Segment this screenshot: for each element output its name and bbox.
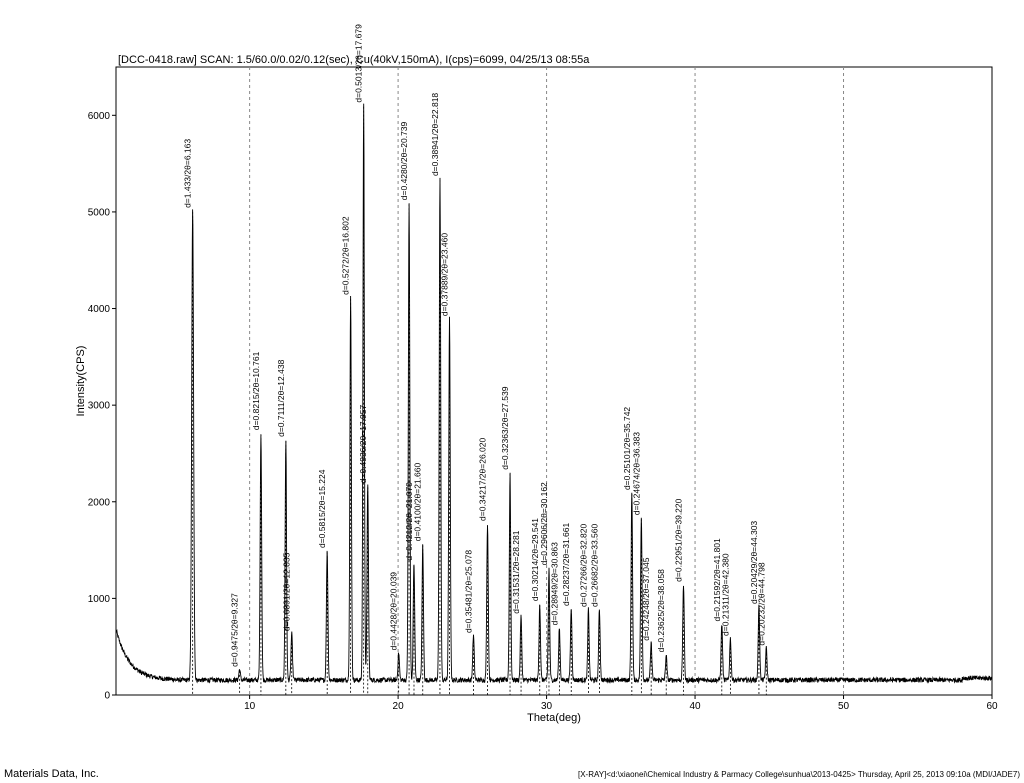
peak-label: d=0.5272/2θ=16.802 [340, 216, 351, 295]
peak-label: d=0.31531/2θ=28.281 [511, 530, 522, 614]
peak-label: d=0.21592/2θ=41.801 [711, 538, 722, 622]
x-axis-label: Theta(deg) [527, 712, 581, 724]
peak-label: d=0.8215/2θ=10.761 [250, 351, 261, 431]
chart-title: [DCC-0418.raw] SCAN: 1.5/60.0/0.02/0.12(sec), Cu(40kV,150mA), I(cps)=6099, 04/25/13 08:55a [118, 54, 590, 66]
x-tick-label: 30 [541, 701, 553, 712]
peak-label: d=0.4936/2θ=17.957 [357, 404, 368, 484]
peak-label: d=0.24674/2θ=36.383 [631, 431, 642, 516]
peak-label: d=0.30214/2θ=29.541 [529, 517, 540, 602]
peak-label: d=0.5013/2θ=17.679 [353, 24, 364, 103]
x-tick-label: 40 [689, 701, 701, 712]
peak-label: d=0.4428/2θ=20.039 [388, 571, 399, 651]
peak-label: d=0.35481/2θ=25.078 [463, 549, 474, 634]
peak-label: d=0.23625/2θ=38.058 [656, 569, 667, 653]
peak-label: d=0.29606/2θ=30.162 [538, 482, 549, 566]
y-tick-label: 3000 [87, 400, 110, 412]
y-tick-label: 0 [104, 690, 110, 702]
peak-label: d=0.24248/2θ=37.045 [641, 557, 652, 641]
peak-label: d=0.5815/2θ=15.224 [317, 469, 328, 549]
x-tick-label: 50 [837, 701, 850, 712]
peak-label: d=0.37889/2θ=23.460 [439, 232, 450, 317]
x-tick-label: 10 [244, 701, 256, 712]
peak-label: d=0.21311/2θ=42.380 [720, 553, 731, 636]
y-tick-label: 4000 [87, 304, 110, 316]
y-tick-layer [88, 111, 116, 702]
peak-label: d=0.25101/2θ=35.742 [621, 406, 632, 491]
peak-label: d=0.34217/2θ=26.020 [477, 437, 488, 521]
y-tick-label: 5000 [87, 207, 110, 219]
peak-label: d=0.4280/2θ=20.739 [399, 121, 410, 201]
peak-label: d=0.9475/2θ=9.327 [229, 593, 240, 667]
peak-label: d=0.7111/2θ=12.438 [275, 359, 286, 437]
peak-label: d=0.28237/2θ=31.661 [561, 522, 572, 606]
y-axis-label: Intensity(CPS) [75, 345, 87, 417]
peak-label: d=0.4100/2θ=21.660 [412, 462, 423, 542]
x-tick-label: 20 [392, 701, 404, 712]
peak-label: d=1.433/2θ=6.163 [182, 138, 193, 208]
peak-label: d=0.28949/2θ=30.863 [549, 542, 560, 626]
y-tick-label: 6000 [87, 110, 110, 122]
peak-label: d=0.32363/2θ=27.539 [500, 386, 511, 470]
peak-label: d=0.26682/2θ=33.560 [589, 523, 600, 607]
peak-label: d=0.27266/2θ=32.820 [578, 523, 589, 607]
peak-label: d=0.4212/2θ=21.070 [403, 482, 414, 561]
y-tick-label: 2000 [87, 497, 110, 509]
peak-label: d=0.20232/2θ=44.798 [756, 562, 767, 646]
peak-label-layer [183, 24, 767, 667]
footer-path: [X-RAY]<d:\xiaonei\Chemical Industry & Parmacy College\sunhua\2013-0425> Thursday, April 25, 2013 09:10a (MDI/JADE7) [577, 770, 1020, 779]
x-tick-layer [244, 695, 998, 712]
peak-label: d=0.20429/2θ=44.303 [748, 520, 759, 605]
footer-company: Materials Data, Inc. [4, 768, 99, 780]
x-tick-label: 60 [986, 701, 998, 712]
peak-label: d=0.6891/2θ=12.835 [281, 552, 292, 632]
y-tick-label: 1000 [87, 593, 110, 605]
peak-label: d=0.38941/2θ=22.818 [429, 92, 440, 177]
peak-label: d=0.22951/2θ=39.220 [673, 498, 684, 582]
